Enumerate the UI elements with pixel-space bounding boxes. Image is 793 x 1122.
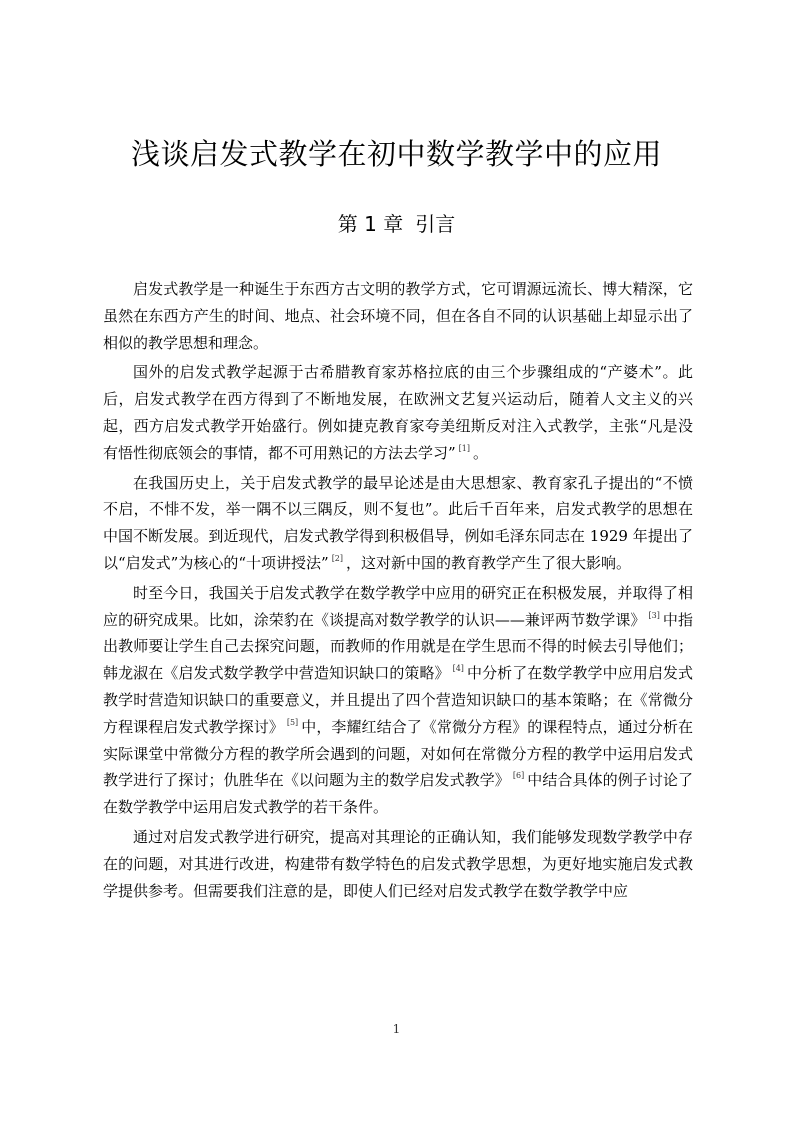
paragraph-3-text-b: ，这对新中国的教育教学产生了很大影响。: [346, 553, 632, 572]
chapter-number: 第 1 章: [337, 212, 404, 236]
citation-2: [2]: [331, 553, 344, 563]
citation-1: [1]: [458, 443, 471, 453]
citation-4: [4]: [452, 664, 464, 674]
body-text: [103, 276, 693, 907]
citation-6: [6]: [512, 771, 525, 781]
paragraph-3-text-a: 在我国历史上，关于启发式教学的最早论述是由大思想家、教育家孔子提出的“不愤不启，不悱不发，举一隅不以三隅反，则不复也”。此后千百年来，启发式教学的思想在中国不断发展。到近现代，启发式教学得到积极倡导，例如毛泽东同志在 1929 年提出了以“启发式”为核心的“十项讲授法”: [103, 473, 693, 572]
paragraph-4-text-a: 时至今日，我国关于启发式教学在数学教学中应用的研究正在积极发展，并取得了相应的研究成果。比如，涂荣豹在《谈提高对数学教学的认识——兼评两节数学课》: [103, 583, 693, 629]
paragraph-4-text-c: 中分析了在数学教学中应用启发式教学时营造知识缺口的重要意义，并且提出了四个营造知识缺口的基本策略；在《常微分方程课程启发式教学探讨》: [103, 664, 693, 736]
paragraph-1: 启发式教学是一种诞生于东西方古文明的教学方式，它可谓源远流长、博大精深，它虽然在东西方产生的时间、地点、社会环境不同，但在各自不同的认识基础上却显示出了相似的教学思想和理念。: [103, 280, 693, 352]
paragraph-4-text-b: 中指出教师要让学生自己去探究问题，而教师的作用就是在学生思而不得的时候去引导他们；韩龙淑在《启发式数学教学中营造知识缺口的策略》: [103, 610, 693, 683]
paragraph-3: [103, 470, 693, 577]
paper-title: 浅谈启发式教学在初中数学教学中的应用: [130, 137, 662, 171]
citation-5: [5]: [286, 717, 299, 727]
paragraph-4: [103, 580, 693, 821]
paragraph-2: [103, 359, 693, 466]
paragraph-4-text-e: 中结合具体的例子讨论了在数学教学中运用启发式教学的若干条件。: [103, 771, 693, 817]
chapter-name: 引言: [415, 212, 456, 236]
page-number: 1: [392, 1022, 401, 1036]
chapter-heading: [0, 208, 793, 237]
paragraph-2-text-b: 。: [473, 443, 489, 462]
paragraph-4-text-d: 中，李耀红结合了《常微分方程》的课程特点，通过分析在实际课堂中常微分方程的教学所会遇到的问题，对如何在常微分方程的教学中运用启发式教学进行了探讨；仇胜华在《以问题为主的数学启发式教学》: [103, 717, 693, 790]
citation-3: [3]: [648, 610, 660, 620]
paragraph-5: 通过对启发式教学进行研究，提高对其理论的正确认知，我们能够发现数学教学中存在的问题，对其进行改进，构建带有数学特色的启发式教学思想，为更好地实施启发式教学提供参考。但需要我们注意的是，即使人们已经对启发式教学在数学教学中应: [103, 827, 693, 900]
paragraph-2-text-a: 国外的启发式教学起源于古希腊教育家苏格拉底的由三个步骤组成的“产婆术”。此后，启发式教学在西方得到了不断地发展，在欧洲文艺复兴运动后，随着人文主义的兴起，西方启发式教学开始盛行。例如捷克教育家夸美纽斯反对注入式教学，主张“凡是没有悟性彻底领会的事情，都不可用熟记的方法去学习”: [103, 363, 693, 462]
